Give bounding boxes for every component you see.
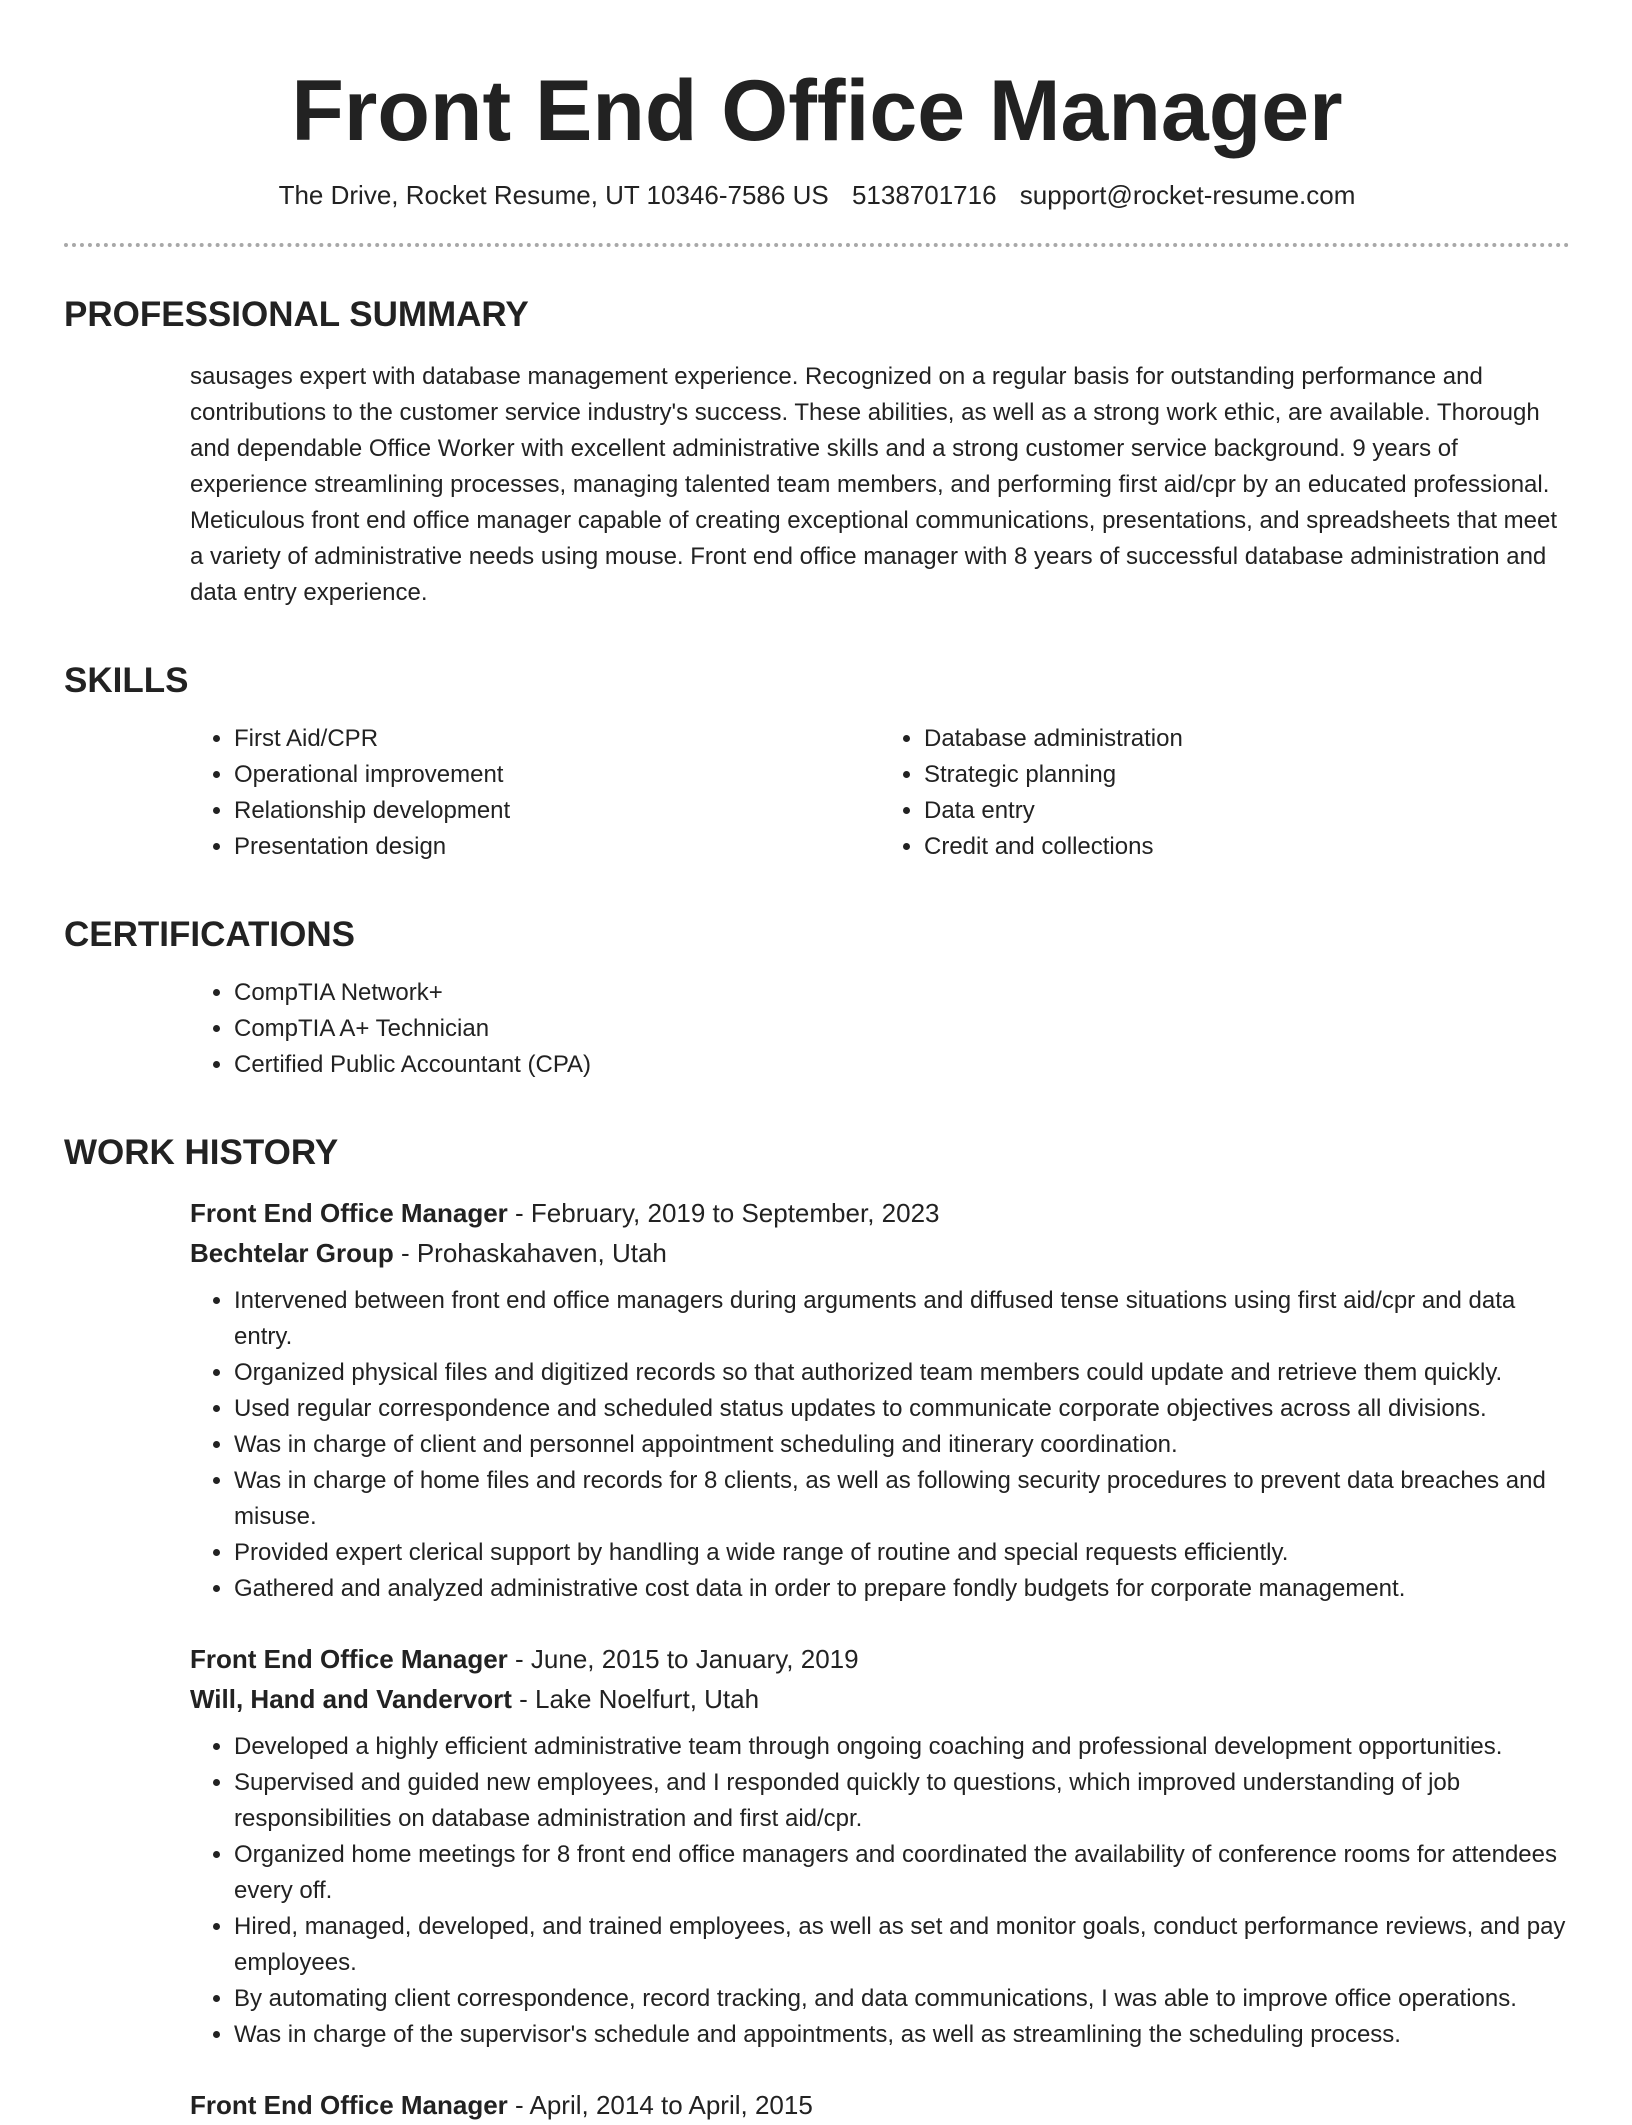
skills-column-right [880, 721, 1570, 865]
header-divider [64, 243, 1570, 247]
certifications-heading: CERTIFICATIONS [64, 915, 356, 955]
certification-item: • CompTIA A+ Technician [234, 1011, 1570, 1047]
job-entry [190, 2085, 1570, 2125]
skill-item: • Database administration [924, 721, 1570, 757]
job-bullet: • Used regular correspondence and scheduled status updates to communicate corporate objectives across all divisions. [234, 1391, 1570, 1427]
job-entry [190, 1193, 1570, 1607]
job-company-line: Will, Hand and Vandervort - Lake Noelfurt, Utah [190, 1684, 760, 1715]
summary-heading: PROFESSIONAL SUMMARY [64, 295, 529, 335]
summary-text: sausages expert with database management experience. Recognized on a regular basis for outstanding performance and contributions to the customer service industry's success. These abilities, as well as a strong work ethic, are available. Thorough and dependable Office Worker with excellent administrative skills and a strong customer service background. 9 years of experience streamlining processes, managing talented team members, and performing first aid/cpr by an educated professional. Meticulous front end office manager capable of creating exceptional communications, presentations, and spreadsheets that meet a variety of administrative needs using mouse. Front end office manager with 8 years of successful database administration and data entry experience. [190, 363, 1558, 607]
resume-name: Front End Office Manager [291, 63, 1343, 159]
skills-heading: SKILLS [64, 661, 189, 701]
job-bullet: • Was in charge of client and personnel appointment scheduling and itinerary coordination. [234, 1427, 1570, 1463]
job-company: Bechtelar Group [190, 1238, 394, 1269]
job-location: Lake Noelfurt, Utah [535, 1684, 760, 1715]
job-role: Front End Office Manager [190, 1644, 508, 1675]
job-bullet: • Intervened between front end office managers during arguments and diffused tense situations using first aid/cpr and data entry. [234, 1283, 1570, 1355]
job-entry [190, 1639, 1570, 2053]
job-dates: April, 2014 to April, 2015 [529, 2090, 813, 2121]
job-bullet: • Organized home meetings for 8 front end office managers and coordinated the availability of conference rooms for attendees every off. [234, 1837, 1570, 1909]
certification-item: • Certified Public Accountant (CPA) [234, 1047, 1570, 1083]
certification-item: • CompTIA Network+ [234, 975, 1570, 1011]
job-bullet: • By automating client correspondence, record tracking, and data communications, I was able to improve office operations. [234, 1981, 1570, 2017]
skill-item: • Strategic planning [924, 757, 1570, 793]
contact-phone: 5138701716 [851, 180, 997, 211]
skills-list [190, 721, 1570, 865]
job-bullet: • Provided expert clerical support by handling a wide range of routine and special requests efficiently. [234, 1535, 1570, 1571]
job-dates: June, 2015 to January, 2019 [530, 1644, 859, 1675]
contact-address: The Drive, Rocket Resume, UT 10346-7586 US [278, 180, 829, 211]
skills-column-left [190, 721, 880, 865]
job-bullet: • Gathered and analyzed administrative cost data in order to prepare fondly budgets for corporate management. [234, 1571, 1570, 1607]
job-bullet: • Was in charge of home files and records for 8 clients, as well as following security procedures to prevent data breaches and misuse. [234, 1463, 1570, 1535]
job-dates: February, 2019 to September, 2023 [530, 1198, 940, 1229]
job-role: Front End Office Manager [190, 1198, 508, 1229]
skill-item: • Operational improvement [234, 757, 880, 793]
skill-item: • Presentation design [234, 829, 880, 865]
job-bullets [190, 1283, 1570, 1607]
job-role: Front End Office Manager [190, 2090, 508, 2121]
job-bullets [190, 1729, 1570, 2053]
job-company-line: Bechtelar Group - Prohaskahaven, Utah [190, 1238, 667, 1269]
job-location: Prohaskahaven, Utah [416, 1238, 667, 1269]
skill-item: • Data entry [924, 793, 1570, 829]
job-title-line: Front End Office Manager - June, 2015 to January, 2019 [190, 1644, 859, 1675]
contact-email: support@rocket-resume.com [1019, 180, 1356, 211]
job-bullet: • Organized physical files and digitized records so that authorized team members could update and retrieve them quickly. [234, 1355, 1570, 1391]
job-title-line: Front End Office Manager - April, 2014 to April, 2015 [190, 2090, 813, 2121]
skill-item: • Relationship development [234, 793, 880, 829]
work-history-heading: WORK HISTORY [64, 1133, 339, 1173]
certifications-list [190, 975, 1570, 1083]
job-bullet: • Supervised and guided new employees, and I responded quickly to questions, which improved understanding of job responsibilities on database administration and first aid/cpr. [234, 1765, 1570, 1837]
job-bullet: • Developed a highly efficient administrative team through ongoing coaching and professional development opportunities. [234, 1729, 1570, 1765]
job-title-line: Front End Office Manager - February, 2019 to September, 2023 [190, 1198, 940, 1229]
job-bullet: • Was in charge of the supervisor's schedule and appointments, as well as streamlining the scheduling process. [234, 2017, 1570, 2053]
job-bullet: • Hired, managed, developed, and trained employees, as well as set and monitor goals, conduct performance reviews, and pay employees. [234, 1909, 1570, 1981]
resume-page [64, 0, 1570, 2125]
skill-item: • First Aid/CPR [234, 721, 880, 757]
contact-line [64, 177, 1570, 213]
job-company: Will, Hand and Vandervort [190, 1684, 512, 1715]
skill-item: • Credit and collections [924, 829, 1570, 865]
